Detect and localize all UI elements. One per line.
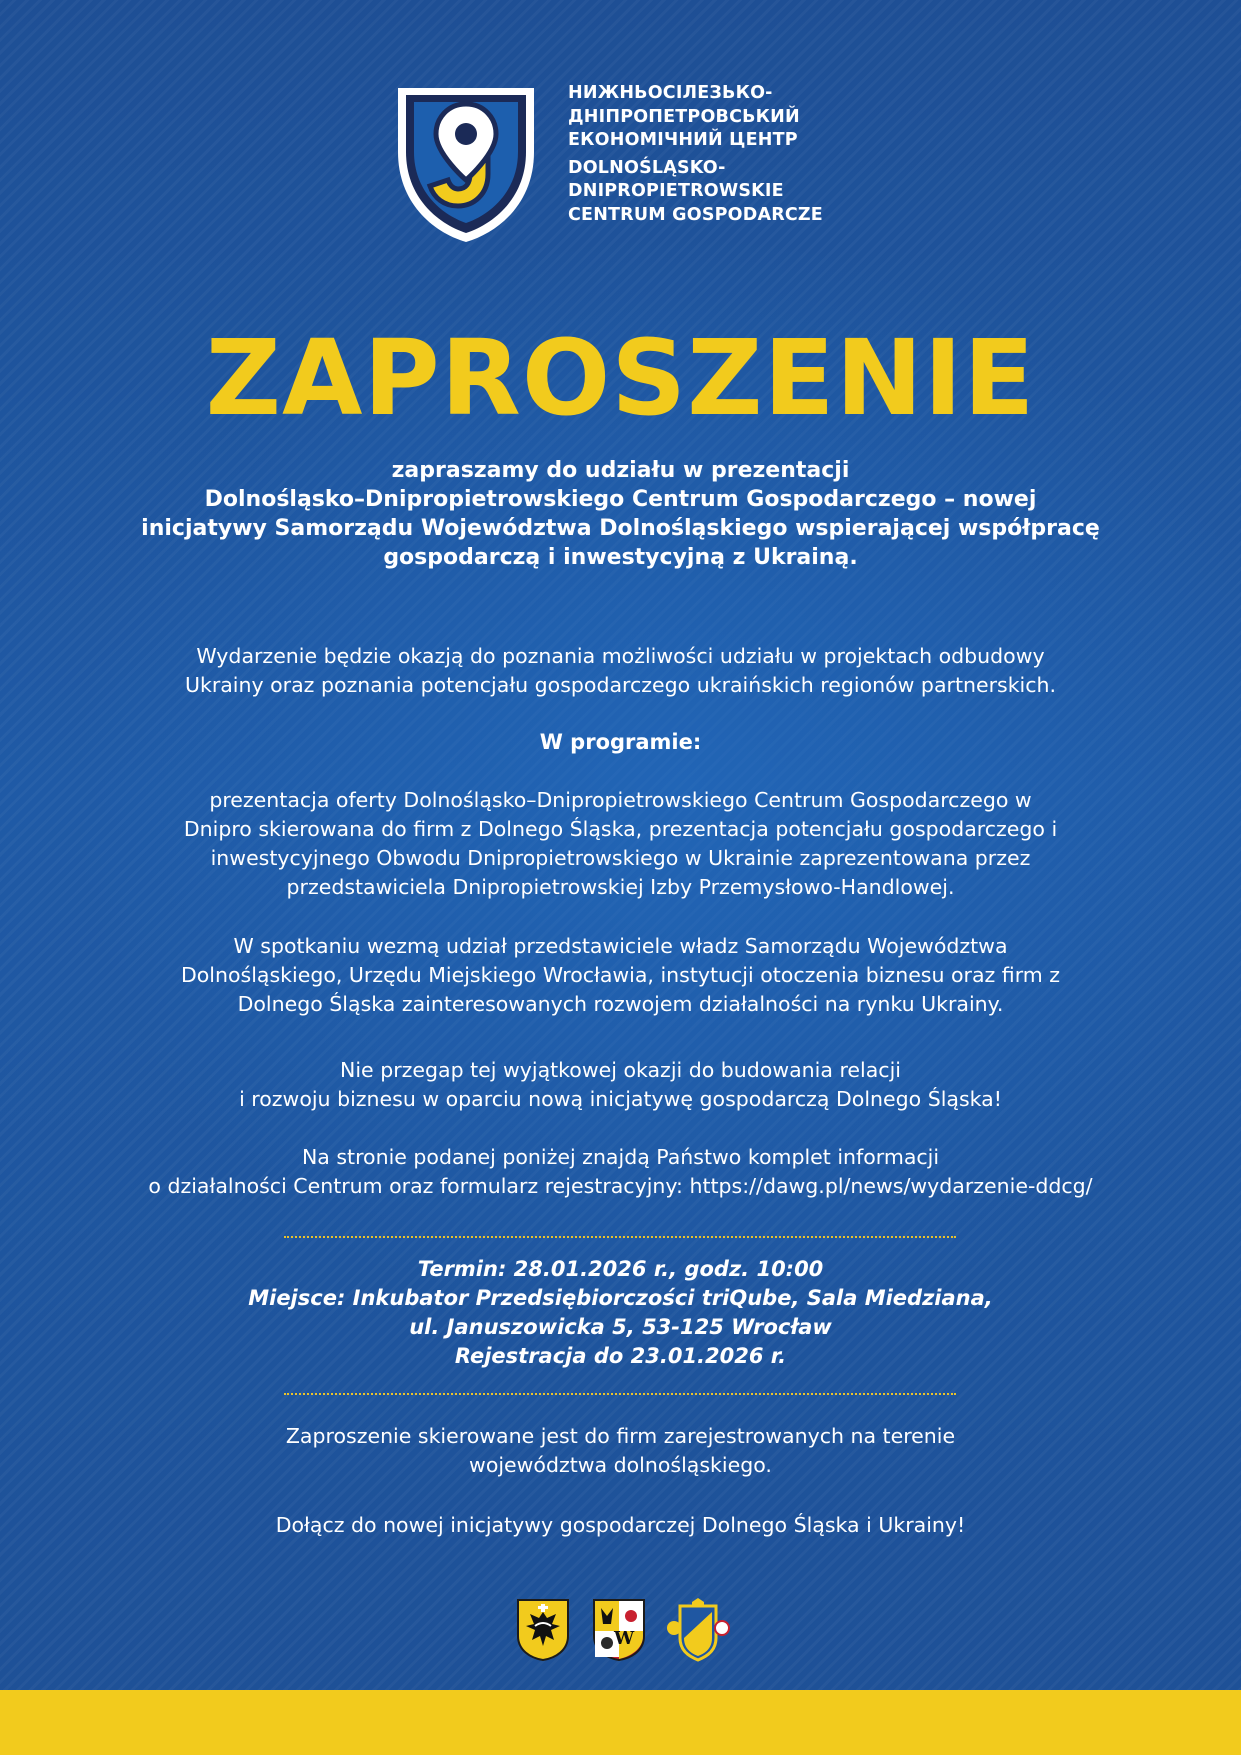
cta-text	[40, 1056, 1201, 1114]
event-registration-deadline: Rejestracja do 23.01.2026 r.	[454, 1344, 787, 1368]
program-line: Dnipro skierowana do firm z Dolnego Śląska, prezentacja potencjału gospodarczego i	[183, 817, 1058, 841]
info-line: Na stronie podanej poniżej znajdą Państwo komplet informacji	[301, 1145, 940, 1169]
audience-line: województwa dolnośląskiego.	[469, 1453, 772, 1477]
intro-line: Dolnośląsko–Dnipropietrowskiego Centrum Gospodarczego – nowej	[204, 487, 1037, 512]
center-logo	[390, 82, 860, 247]
description-line: Ukrainy oraz poznania potencjału gospodarczego ukraińskich regionów partnerskich.	[184, 673, 1057, 697]
wroclaw-city-crest-icon	[592, 1598, 646, 1662]
participants-line: W spotkaniu wezmą udział przedstawiciele władz Samorządu Województwa	[233, 934, 1008, 958]
dotted-divider	[284, 1393, 956, 1395]
event-venue: Miejsce: Inkubator Przedsiębiorczości triQube, Sala Miedziana,	[248, 1286, 993, 1310]
intro-line: inicjatywy Samorządu Województwa Dolnośląskiego wspierającej współpracę	[141, 516, 1100, 541]
dotted-divider	[284, 1236, 956, 1238]
event-address: ul. Januszowicka 5, 53-125 Wrocław	[409, 1315, 832, 1339]
description-line: Wydarzenie będzie okazją do poznania możliwości udziału w projektach odbudowy	[196, 644, 1045, 668]
participants-line: Dolnego Śląska zainteresowanych rozwojem działalności na rynku Ukrainy.	[237, 992, 1004, 1016]
center-name	[568, 82, 868, 227]
center-name-ua-line: ДНІПРОПЕТРОВСЬКИЙ	[568, 106, 800, 127]
info-text	[10, 1143, 1231, 1201]
lower-silesia-eagle-crest-icon	[516, 1598, 570, 1662]
program-line: przedstawiciela Dnipropietrowskiej Izby Przemysłowo-Handlowej.	[286, 875, 955, 899]
center-name-ua-line: НИЖНЬОСІЛЕЗЬКО-	[568, 83, 773, 103]
audience-line: Zaproszenie skierowane jest do firm zarejestrowanych na terenie	[285, 1424, 956, 1448]
event-description	[40, 642, 1201, 700]
partner-crests	[516, 1598, 731, 1664]
cta-line: Nie przegap tej wyjątkowej okazji do budowania relacji	[340, 1058, 901, 1082]
dnipropetrovsk-oblast-crest-icon	[666, 1598, 730, 1662]
center-name-pl-line: DNIPROPIETROWSKIE	[568, 181, 784, 201]
center-name-pl-line: DOLNOŚLĄSKO-	[568, 157, 726, 178]
svg-text:W: W	[614, 1628, 635, 1649]
event-date: Termin: 28.01.2026 r., godz. 10:00	[417, 1257, 824, 1281]
info-line[interactable]: o działalności Centrum oraz formularz rejestracyjny: https://dawg.pl/news/wydarzenie-ddcg/	[148, 1174, 1093, 1198]
program-heading: W programie:	[539, 730, 702, 754]
page-title: ZAPROSZENIE	[205, 317, 1036, 439]
program-text	[40, 786, 1201, 902]
participants-line: Dolnośląskiego, Urzędu Miejskiego Wrocławia, instytucji otoczenia biznesu oraz firm z	[180, 963, 1061, 987]
shield-map-pin-logo-icon	[390, 82, 542, 246]
audience-text	[40, 1422, 1201, 1480]
intro-line: zapraszamy do udziału w prezentacji	[391, 458, 850, 483]
center-name-ua-line: ЕКОНОМІЧНИЙ ЦЕНТР	[568, 130, 798, 150]
closing-line: Dołącz do nowej inicjatywy gospodarczej Dolnego Śląska i Ukrainy!	[275, 1513, 966, 1537]
intro-text	[70, 456, 1171, 572]
participants-text	[40, 932, 1201, 1019]
cta-line: i rozwoju biznesu w oparciu nową inicjatywę gospodarczą Dolnego Śląska!	[239, 1087, 1002, 1111]
footer-bar	[0, 1690, 1241, 1755]
event-details	[0, 1255, 1241, 1371]
center-name-pl-line: CENTRUM GOSPODARCZE	[568, 204, 823, 225]
intro-line: gospodarczą i inwestycyjną z Ukrainą.	[383, 545, 858, 570]
program-line: prezentacja oferty Dolnośląsko–Dnipropietrowskiego Centrum Gospodarczego w	[209, 788, 1032, 812]
closing-text	[40, 1511, 1201, 1540]
program-line: inwestycyjnego Obwodu Dnipropietrowskiego w Ukrainie zaprezentowana przez	[210, 846, 1031, 870]
